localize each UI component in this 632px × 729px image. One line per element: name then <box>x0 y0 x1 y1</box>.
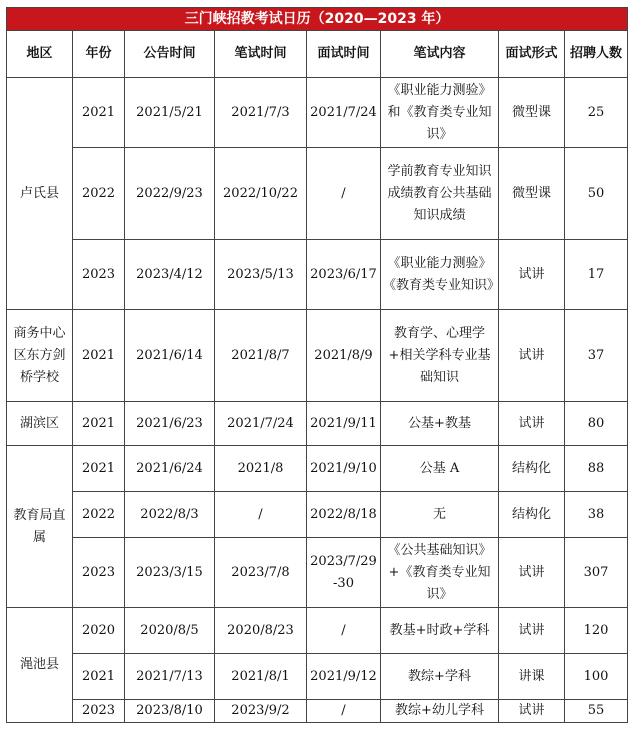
interview-date-cell: 2021/9/12 <box>307 654 381 700</box>
table-row <box>7 402 628 446</box>
count-cell: 88 <box>565 446 628 492</box>
exam-calendar-table <box>6 7 628 723</box>
header-interview-form: 面试形式 <box>499 31 565 78</box>
form-cell: 试讲 <box>499 402 565 446</box>
interview-date-cell: 2021/7/24 <box>307 78 381 148</box>
announce-cell: 2021/7/13 <box>125 654 215 700</box>
form-cell: 试讲 <box>499 700 565 723</box>
interview-date-cell: 2021/8/9 <box>307 310 381 402</box>
table-row <box>7 608 628 654</box>
region-cell: 教育局直属 <box>7 446 73 608</box>
content-cell: 公基 A <box>381 446 499 492</box>
table-row <box>7 654 628 700</box>
form-cell: 结构化 <box>499 492 565 538</box>
interview-date-cell: / <box>307 608 381 654</box>
interview-date-cell: 2021/9/10 <box>307 446 381 492</box>
announce-cell: 2021/5/21 <box>125 78 215 148</box>
content-cell: 教育学、心理学+相关学科专业基础知识 <box>381 310 499 402</box>
header-announce-date: 公告时间 <box>125 31 215 78</box>
region-cell: 湖滨区 <box>7 402 73 446</box>
written-date-cell: 2021/8 <box>215 446 307 492</box>
header-recruit-count: 招聘人数 <box>565 31 628 78</box>
table-row <box>7 78 628 148</box>
written-date-cell: 2021/8/1 <box>215 654 307 700</box>
announce-cell: 2022/9/23 <box>125 148 215 240</box>
written-date-cell: 2022/10/22 <box>215 148 307 240</box>
header-region: 地区 <box>7 31 73 78</box>
written-date-cell: 2021/7/3 <box>215 78 307 148</box>
table-title: 三门峡招教考试日历（2020—2023 年） <box>7 8 628 31</box>
interview-date-cell: 2022/8/18 <box>307 492 381 538</box>
content-cell: 教基+时政+学科 <box>381 608 499 654</box>
count-cell: 37 <box>565 310 628 402</box>
form-cell: 试讲 <box>499 310 565 402</box>
count-cell: 307 <box>565 538 628 608</box>
year-cell: 2022 <box>73 492 125 538</box>
form-cell: 试讲 <box>499 608 565 654</box>
region-cell: 渑池县 <box>7 608 73 723</box>
header-year: 年份 <box>73 31 125 78</box>
year-cell: 2021 <box>73 446 125 492</box>
interview-date-cell: 2023/7/29-30 <box>307 538 381 608</box>
content-cell: 《公共基础知识》+《教育类专业知识》 <box>381 538 499 608</box>
header-written-content: 笔试内容 <box>381 31 499 78</box>
content-cell: 无 <box>381 492 499 538</box>
interview-date-cell: / <box>307 148 381 240</box>
content-cell: 教综+幼儿学科 <box>381 700 499 723</box>
exam-calendar <box>6 7 627 723</box>
announce-cell: 2023/3/15 <box>125 538 215 608</box>
region-cell: 卢氏县 <box>7 78 73 310</box>
form-cell: 讲课 <box>499 654 565 700</box>
content-cell: 公基+教基 <box>381 402 499 446</box>
header-row <box>7 31 628 78</box>
written-date-cell: 2021/8/7 <box>215 310 307 402</box>
count-cell: 25 <box>565 78 628 148</box>
region-cell: 商务中心区东方剑桥学校 <box>7 310 73 402</box>
year-cell: 2023 <box>73 700 125 723</box>
interview-date-cell: / <box>307 700 381 723</box>
year-cell: 2022 <box>73 148 125 240</box>
written-date-cell: 2020/8/23 <box>215 608 307 654</box>
table-row <box>7 446 628 492</box>
count-cell: 80 <box>565 402 628 446</box>
table-row <box>7 538 628 608</box>
count-cell: 120 <box>565 608 628 654</box>
written-date-cell: 2023/5/13 <box>215 240 307 310</box>
header-written-date: 笔试时间 <box>215 31 307 78</box>
interview-date-cell: 2023/6/17 <box>307 240 381 310</box>
header-interview-date: 面试时间 <box>307 31 381 78</box>
count-cell: 17 <box>565 240 628 310</box>
table-row <box>7 310 628 402</box>
count-cell: 50 <box>565 148 628 240</box>
announce-cell: 2021/6/14 <box>125 310 215 402</box>
written-date-cell: 2023/7/8 <box>215 538 307 608</box>
written-date-cell: 2021/7/24 <box>215 402 307 446</box>
form-cell: 试讲 <box>499 538 565 608</box>
table-row <box>7 240 628 310</box>
written-date-cell: / <box>215 492 307 538</box>
announce-cell: 2023/8/10 <box>125 700 215 723</box>
table-row <box>7 492 628 538</box>
content-cell: 《职业能力测验》《教育类专业知识》 <box>381 240 499 310</box>
year-cell: 2021 <box>73 78 125 148</box>
count-cell: 38 <box>565 492 628 538</box>
form-cell: 结构化 <box>499 446 565 492</box>
announce-cell: 2021/6/24 <box>125 446 215 492</box>
form-cell: 微型课 <box>499 78 565 148</box>
announce-cell: 2021/6/23 <box>125 402 215 446</box>
form-cell: 试讲 <box>499 240 565 310</box>
count-cell: 100 <box>565 654 628 700</box>
form-cell: 微型课 <box>499 148 565 240</box>
content-cell: 教综+学科 <box>381 654 499 700</box>
year-cell: 2021 <box>73 654 125 700</box>
count-cell: 55 <box>565 700 628 723</box>
interview-date-cell: 2021/9/11 <box>307 402 381 446</box>
year-cell: 2023 <box>73 538 125 608</box>
written-date-cell: 2023/9/2 <box>215 700 307 723</box>
year-cell: 2021 <box>73 310 125 402</box>
announce-cell: 2023/4/12 <box>125 240 215 310</box>
content-cell: 《职业能力测验》和《教育类专业知识》 <box>381 78 499 148</box>
announce-cell: 2022/8/3 <box>125 492 215 538</box>
year-cell: 2020 <box>73 608 125 654</box>
table-row <box>7 148 628 240</box>
announce-cell: 2020/8/5 <box>125 608 215 654</box>
year-cell: 2021 <box>73 402 125 446</box>
table-row <box>7 700 628 723</box>
year-cell: 2023 <box>73 240 125 310</box>
content-cell: 学前教育专业知识成绩教育公共基础知识成绩 <box>381 148 499 240</box>
